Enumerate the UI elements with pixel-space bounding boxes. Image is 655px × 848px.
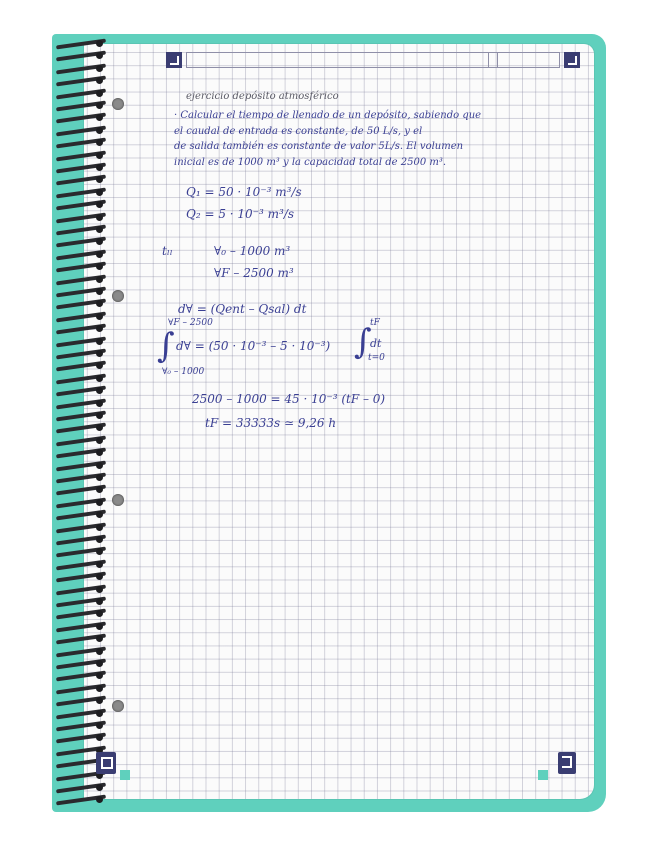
punch-hole bbox=[112, 494, 124, 506]
integral-sign-icon: ∫ bbox=[157, 326, 175, 366]
punch-hole bbox=[112, 98, 124, 110]
spiral-coil bbox=[52, 77, 108, 86]
spiral-coil bbox=[52, 499, 108, 508]
spiral-coil bbox=[52, 462, 108, 471]
spiral-coil bbox=[52, 586, 108, 595]
spiral-coil bbox=[52, 561, 108, 570]
problem-line: · Calcular el tiempo de llenado de un depósito, sabiendo que bbox=[174, 110, 482, 121]
spiral-coil bbox=[52, 65, 108, 74]
spiral-coil bbox=[52, 400, 108, 409]
spiral-coil bbox=[52, 796, 108, 805]
spiral-coil bbox=[52, 214, 108, 223]
spiral-coil bbox=[52, 710, 108, 719]
initial-volume: ∀₀ – 1000 m³ bbox=[214, 244, 291, 258]
spiral-coil bbox=[52, 201, 108, 210]
spiral-coil bbox=[52, 114, 108, 123]
spiral-coil bbox=[52, 102, 108, 111]
spiral-coil bbox=[52, 238, 108, 247]
fill-time-label: tₗₗ bbox=[162, 244, 173, 258]
spiral-coil bbox=[52, 486, 108, 495]
problem-line: el caudal de entrada es constante, de 50 L/s, y el bbox=[174, 126, 423, 137]
brand-logo-icon bbox=[558, 752, 576, 774]
spiral-coil bbox=[52, 226, 108, 235]
differential-equation: d∀ = (Qent – Qsal) dt bbox=[178, 302, 307, 316]
exercise-title: ejercicio depósito atmosférico bbox=[186, 91, 339, 102]
spiral-coil bbox=[52, 623, 108, 632]
spiral-coil bbox=[52, 573, 108, 582]
spiral-coil bbox=[52, 524, 108, 533]
spiral-coil bbox=[52, 325, 108, 334]
spiral-coil bbox=[52, 300, 108, 309]
spiral-coil bbox=[52, 164, 108, 173]
spiral-coil bbox=[52, 362, 108, 371]
punch-hole bbox=[112, 700, 124, 712]
spiral-coil bbox=[52, 784, 108, 793]
corner-logo-icon bbox=[564, 52, 580, 68]
spiral-coil bbox=[52, 511, 108, 520]
spiral-coil bbox=[52, 635, 108, 644]
spiral-coil bbox=[52, 660, 108, 669]
spiral-coil bbox=[52, 722, 108, 731]
integral-expression: d∀ = (50 · 10⁻³ – 5 · 10⁻³) bbox=[176, 339, 331, 353]
problem-line: de salida también es constante de valor 5L/s. El volumen bbox=[174, 141, 464, 152]
spiral-coil bbox=[52, 424, 108, 433]
time-integral-lower-limit: t=0 bbox=[368, 353, 385, 363]
time-integral-upper-limit: tF bbox=[370, 318, 380, 328]
integral-upper-limit: ∀F – 2500 bbox=[168, 318, 213, 328]
problem-line: inicial es de 1000 m³ y la capacidad total de 2500 m³. bbox=[174, 157, 447, 168]
spiral-coil bbox=[52, 648, 108, 657]
spiral-coil bbox=[52, 734, 108, 743]
final-volume: ∀F – 2500 m³ bbox=[214, 266, 294, 280]
final-result: tF = 33333s ≃ 9,26 h bbox=[205, 416, 337, 430]
spiral-binding bbox=[52, 36, 112, 812]
spiral-coil bbox=[52, 548, 108, 557]
accent-square bbox=[538, 770, 548, 780]
spiral-coil bbox=[52, 536, 108, 545]
inflow-rate: Q₁ = 50 · 10⁻³ m³/s bbox=[186, 185, 302, 199]
spiral-coil bbox=[52, 251, 108, 260]
spiral-coil bbox=[52, 598, 108, 607]
spiral-coil bbox=[52, 276, 108, 285]
spiral-coil bbox=[52, 90, 108, 99]
corner-logo-icon bbox=[166, 52, 182, 68]
spiral-coil bbox=[52, 52, 108, 61]
spiral-coil bbox=[52, 412, 108, 421]
brand-logo-icon bbox=[96, 752, 116, 774]
spiral-coil bbox=[52, 338, 108, 347]
header-date-box bbox=[186, 52, 498, 68]
spiral-coil bbox=[52, 189, 108, 198]
spiral-coil bbox=[52, 313, 108, 322]
spiral-coil bbox=[52, 288, 108, 297]
punch-hole bbox=[112, 290, 124, 302]
header-page-box bbox=[488, 52, 560, 68]
spiral-coil bbox=[52, 697, 108, 706]
outflow-rate: Q₂ = 5 · 10⁻³ m³/s bbox=[186, 207, 295, 221]
integral-sign-icon: ∫ bbox=[354, 322, 372, 362]
spiral-coil bbox=[52, 387, 108, 396]
spiral-coil bbox=[52, 40, 108, 49]
solved-equation: 2500 – 1000 = 45 · 10⁻³ (tF – 0) bbox=[192, 392, 386, 406]
spiral-coil bbox=[52, 449, 108, 458]
spiral-coil bbox=[52, 610, 108, 619]
spiral-coil bbox=[52, 127, 108, 136]
accent-square bbox=[120, 770, 130, 780]
spiral-coil bbox=[52, 685, 108, 694]
spiral-coil bbox=[52, 176, 108, 185]
time-integral-body: dt bbox=[370, 337, 382, 350]
spiral-coil bbox=[52, 350, 108, 359]
spiral-coil bbox=[52, 263, 108, 272]
spiral-coil bbox=[52, 672, 108, 681]
spiral-coil bbox=[52, 152, 108, 161]
spiral-coil bbox=[52, 474, 108, 483]
integral-lower-limit: ∀₀ – 1000 bbox=[162, 367, 205, 377]
spiral-coil bbox=[52, 375, 108, 384]
spiral-coil bbox=[52, 437, 108, 446]
spiral-coil bbox=[52, 139, 108, 148]
